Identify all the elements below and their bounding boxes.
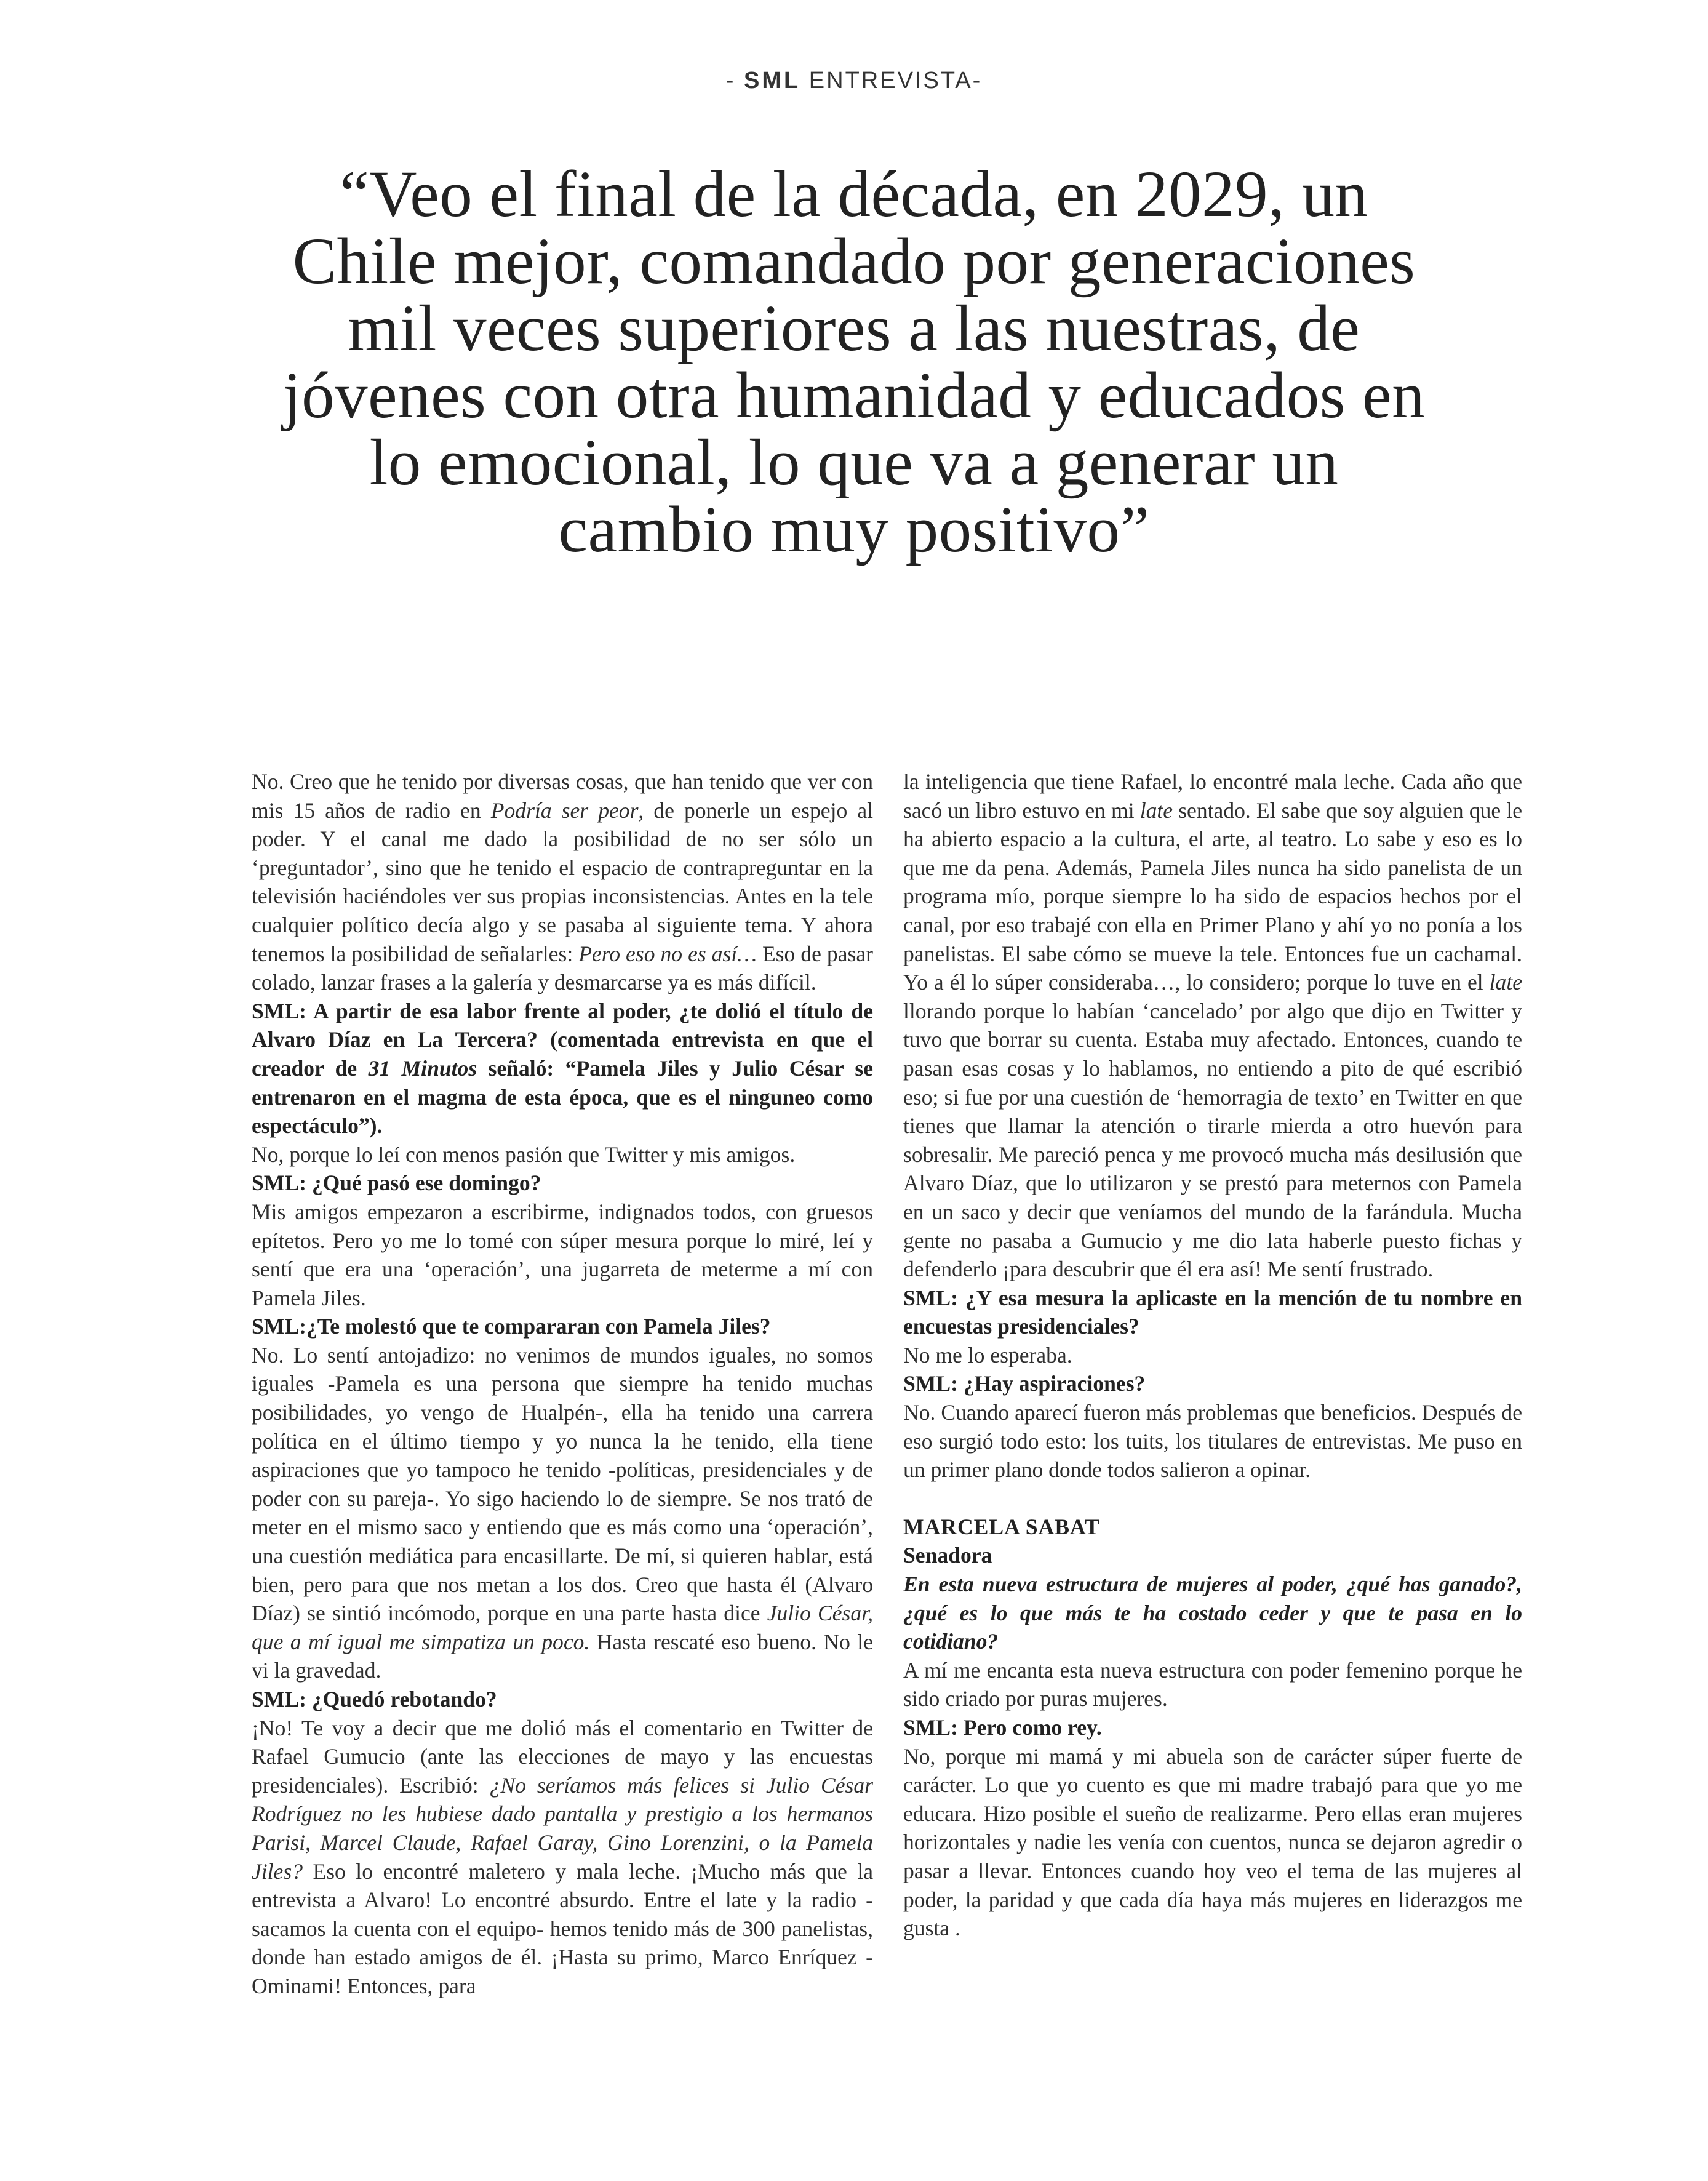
- interview-question: SML:¿Te molestó que te compararan con Pamela Jiles?: [252, 1314, 771, 1339]
- text-run: Eso de pasar colado, lanzar frases a la galería y desmarcarse ya es más difícil.: [252, 941, 873, 995]
- italic-run: 31 Minutos: [368, 1055, 477, 1081]
- interview-question: SML: ¿Y esa mesura la aplicaste en la mención de tu nombre en encuestas presidenciales?: [903, 1285, 1522, 1339]
- pull-quote: “Veo el final de la década, en 2029, un Chile mejor, comandado por generaciones mil veces superiores a las nuestras, de jóvenes con otra humanidad y educados en lo emocional, lo que va a generar un cambio muy positivo”: [282, 158, 1426, 566]
- answer-paragraph: No, porque mi mamá y mi abuela son de carácter súper fuerte de carácter. Lo que yo cuento es que mi madre trabajó para que yo me educara. Hizo posible el sueño de realizarme. Pero ellas eran mujeres horizontales y nadie les venía con cuentos, nunca se dejaron agredir o pasar a llevar. Entonces cuando hoy veo el tema de las mujeres al poder, la paridad y que cada día haya más mujeres en liderazgos me gusta .: [903, 1743, 1522, 1941]
- header-dash-left: -: [725, 68, 744, 94]
- interviewee-name: MARCELA SABAT: [903, 1514, 1100, 1539]
- header-section: ENTREVISTA: [808, 68, 973, 94]
- answer-paragraph: No me lo esperaba.: [903, 1342, 1072, 1367]
- italic-run: Pero eso no es así…: [578, 941, 757, 966]
- header-dash-right: -: [972, 68, 983, 94]
- text-run: Eso lo encontré maletero y mala leche. ¡Mucho más que la entrevista a Alvaro! Lo encontré absurdo. Entre el late y la radio -sacamos la cuenta con el equipo- hemos tenido más de 300 panelistas, donde han estado amigos de él. ¡Hasta su primo, Marco Enríquez - Ominami! Entonces, para: [252, 1859, 873, 1998]
- answer-paragraph: A mí me encanta esta nueva estructura con poder femenino porque he sido criado por puras mujeres.: [903, 1657, 1522, 1711]
- italic-run: En esta nueva estructura de mujeres al poder, ¿qué has ganado?, ¿qué es lo que más te ha costado ceder y que te pasa en lo cotidiano?: [903, 1572, 1522, 1654]
- text-run: No. Creo que he tenido por diversas cosas, que han tenido que ver con mis 15 años de radio en: [252, 769, 873, 823]
- text-run: , de ponerle un espejo al poder. Y el canal me dado la posibilidad de no ser sólo un ‘preguntador’, sino que he tenido el espacio de contrapreguntar en la televisión haciéndoles ver sus propias inconsistencias. Antes en la tele cualquier político decía algo y se pasaba al siguiente tema. Y ahora tenemos la posibilidad de señalarles:: [252, 798, 873, 966]
- italic-run: ¿No seríamos más felices si Julio César Rodríguez no les hubiese dado pantalla y prestigio a los hermanos Parisi, Marcel Claude, Rafael Garay, Gino Lorenzini, o la Pamela Jiles?: [252, 1772, 874, 1884]
- text-run: llorando porque lo habían ‘cancelado’ por algo que dijo en Twitter y tuvo que borrar su cuenta. Estaba muy afectado. Entonces, cuando te pasan esas cosas y lo hablamos, no entiendo a pito de qué escribió eso; si fue por una cuestión de ‘hemorragia de texto’ en Twitter en que tienes que llamar la atención o tirarle mierda a otro huevón para sobresalir. Me pareció penca y me provocó mucha más desilusión que Alvaro Díaz, que lo utilizaron y se prestó para meternos con Pamela en un saco y decir que veníamos del mundo de la farándula. Mucha gente no pasaba a Gumucio y me dio lata haberle puesto fichas y defenderlo ¡para descubrir que él era así! Me sentí frustrado.: [903, 998, 1522, 1282]
- answer-paragraph: [252, 1341, 873, 1685]
- italic-run: late: [1139, 798, 1173, 823]
- text-run: ¡No! Te voy a decir que me dolió más el comentario en Twitter de Rafael Gumucio (ante las elecciones de mayo y las encuestas presidenciales). Escribió:: [252, 1715, 873, 1798]
- interview-question: SML: ¿Qué pasó ese domingo?: [252, 1171, 541, 1196]
- answer-paragraph: Mis amigos empezaron a escribirme, indignados todos, con gruesos epítetos. Pero yo me lo tomé con súper mesura porque lo miré, leí y sentí que era una ‘operación’, una jugarreta de meterme a mí con Pamela Jiles.: [252, 1199, 873, 1310]
- text-run: No. Lo sentí antojadizo: no venimos de mundos iguales, no somos iguales -Pamela es una persona que siempre ha tenido muchas posibilidades, yo vengo de Hualpén-, ella ha tenido una carrera política en el último tiempo y yo nunca la he tenido, ella tiene aspiraciones que yo tampoco he tenido -políticas, presidenciales y de poder con su pareja-. Yo sigo haciendo lo de siempre. Se nos trató de meter en el mismo saco y entiendo que es más como una ‘operación’, una cuestión mediática para encasillarte. De mí, si quieren hablar, está bien, pero para que nos metan a los dos. Creo que hasta él (Alvaro Díaz) se sintió incómodo, porque en una parte hasta dice: [252, 1342, 873, 1626]
- interview-question: SML: Pero como rey.: [903, 1715, 1102, 1740]
- column-left: [252, 767, 873, 2001]
- italic-run: Podría ser peor: [490, 798, 639, 823]
- interview-question: SML: ¿Hay aspiraciones?: [903, 1371, 1146, 1396]
- interview-question: [903, 1570, 1522, 1656]
- text-run: la inteligencia que tiene Rafael, lo encontré mala leche. Cada año que sacó un libro estuvo en mi: [903, 769, 1522, 823]
- italic-run: Julio César, que a mí igual me simpatiza un poco.: [252, 1601, 873, 1654]
- text-run: Hasta rescaté eso bueno. No le vi la gravedad.: [252, 1629, 873, 1683]
- interview-question: [252, 997, 873, 1140]
- answer-paragraph: No. Cuando aparecí fueron más problemas que beneficios. Después de eso surgió todo esto: los tuits, los titulares de entrevistas. Me puso en un primer plano donde todos salieron a opinar.: [903, 1400, 1522, 1483]
- interview-question: SML: ¿Quedó rebotando?: [252, 1687, 497, 1711]
- text-run: SML: A partir de esa labor frente al poder, ¿te dolió el título de Alvaro Díaz en La Tercera? (comentada entrevista en que el creador de: [252, 998, 873, 1081]
- column-right: [903, 767, 1522, 1943]
- answer-paragraph: [252, 1714, 873, 2001]
- text-run: sentado. El sabe que soy alguien que le ha abierto espacio a la cultura, el arte, al teatro. Lo sabe y eso es lo que me da pena. Además, Pamela Jiles nunca ha sido panelista de un programa mío, porque siempre lo ha sido de espacios hechos por el canal, por eso trabajé con ella en Primer Plano y ahí yo no ponía a los panelistas. El sabe cómo se mueve la tele. Entonces fue un cachamal. Yo a él lo súper consideraba…, lo considero; porque lo tuve en el: [903, 798, 1523, 995]
- section-spacer: [903, 1484, 1522, 1513]
- answer-paragraph: [252, 767, 873, 997]
- section-header: [0, 68, 1708, 94]
- text-run: señaló: “Pamela Jiles y Julio César se entrenaron en el magma de esta época, que es el ninguneo como espectáculo”).: [252, 1055, 873, 1139]
- answer-paragraph: [903, 767, 1522, 1284]
- header-brand: SML: [744, 68, 801, 94]
- interviewee-role: Senadora: [903, 1543, 992, 1568]
- answer-paragraph: No, porque lo leí con menos pasión que Twitter y mis amigos.: [252, 1142, 796, 1167]
- italic-run: late: [1489, 970, 1522, 995]
